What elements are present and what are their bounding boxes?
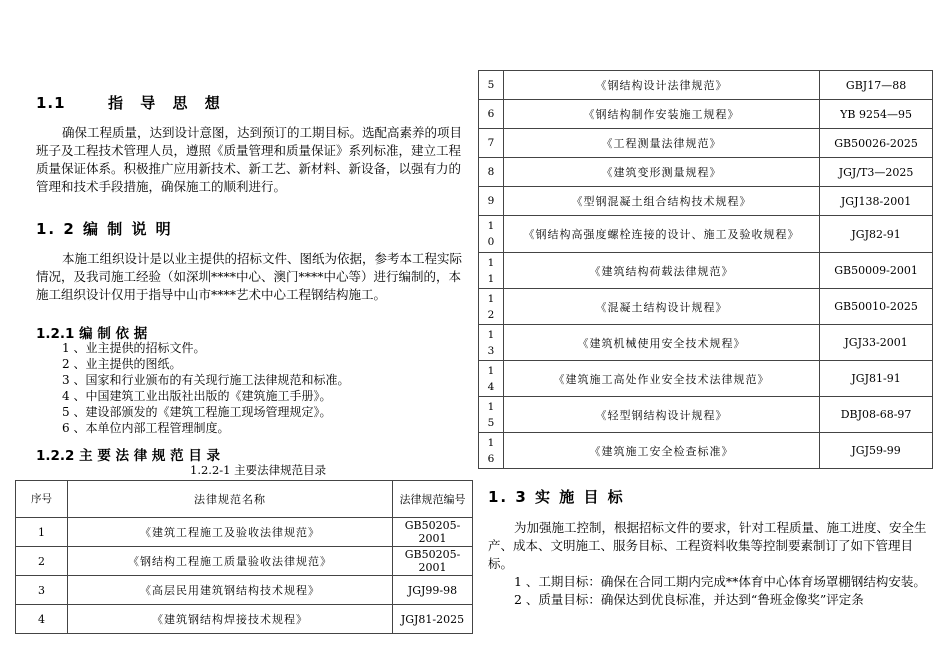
table-row: 5 《钢结构设计法律规范》 GBJ17—88	[479, 71, 933, 100]
section-1-2-paragraph: 本施工组织设计是以业主提供的招标文件、图纸为依据，参考本工程实际情况，及我司施工经验（如深圳****中心、澳门****中心等）进行编制的，本施工组织设计仅用于指导中山市****艺术中心工程钢结构施工。	[36, 251, 463, 302]
list-item: 6 、本单位内部工程管理制度。	[62, 421, 230, 435]
regulations-table-left	[15, 480, 473, 634]
list-item: 3 、国家和行业颁布的有关现行施工法律规范和标准。	[62, 373, 350, 387]
section-1-3-content	[488, 519, 928, 609]
table-row: 9 《型钢混凝土组合结构技术规程》 JGJ138-2001	[479, 187, 933, 216]
table-row: 2 《钢结构工程施工质量验收法律规范》 GB50205-2001	[16, 547, 473, 576]
table-row: 1 《建筑工程施工及验收法律规范》 GB50205-2001	[16, 518, 473, 547]
basis-list	[62, 340, 349, 436]
header-code: 法律规范编号	[393, 481, 473, 518]
list-item: 1 、业主提供的招标文件。	[62, 341, 206, 355]
table-row: 1 0 《钢结构高强度螺栓连接的设计、施工及验收规程》 JGJ82-91	[479, 216, 933, 253]
table-row: 1 6 《建筑施工安全检查标准》 JGJ59-99	[479, 433, 933, 469]
goal-item-1: 1 、工期目标：确保在合同工期内完成**体育中心体育场罩棚钢结构安装。	[514, 574, 926, 589]
table-row: 6 《钢结构制作安装施工规程》 YB 9254—95	[479, 100, 933, 129]
section-1-1-paragraph: 确保工程质量，达到设计意图，达到预订的工期目标。选配高素养的项目班子及工程技术管理人员，遵照《质量管理和质量保证》系列标准，建立工程质量保证体系。积极推广应用新技术、新工艺、新材料、新设备，以强有力的管理和技术手段措施，确保施工的顺利进行。	[36, 125, 463, 194]
section-1-3-heading: 1. 3 实 施 目 标	[488, 488, 625, 506]
list-item: 2 、业主提供的图纸。	[62, 357, 182, 371]
table-row: 1 5 《轻型钢结构设计规程》 DBJ08-68-97	[479, 397, 933, 433]
goal-item-2: 2 、质量目标：确保达到优良标准，并达到“鲁班金像奖”评定条	[514, 592, 864, 607]
table-row: 4 《建筑钢结构焊接技术规程》 JGJ81-2025	[16, 605, 473, 634]
table-row: 1 4 《建筑施工高处作业安全技术法律规范》 JGJ81-91	[479, 361, 933, 397]
table-row: 1 3 《建筑机械使用安全技术规程》 JGJ33-2001	[479, 325, 933, 361]
table-caption: 1.2.2-1 主要法律规范目录	[190, 463, 327, 477]
regulations-table-right	[478, 70, 933, 469]
section-number: 1.1	[36, 94, 66, 112]
section-1-2-2-heading: 1.2.2 主 要 法 律 规 范 目 录	[36, 448, 221, 464]
section-1-2-heading: 1. 2 编 制 说 明	[36, 220, 173, 238]
table-row: 3 《高层民用建筑钢结构技术规程》 JGJ99-98	[16, 576, 473, 605]
table-row: 7 《工程测量法律规范》 GB50026-2025	[479, 129, 933, 158]
section-1-2-1-heading: 1.2.1 编 制 依 据	[36, 326, 148, 342]
table-row: 1 2 《混凝土结构设计规程》 GB50010-2025	[479, 289, 933, 325]
table-header-row	[16, 481, 473, 518]
section-title: 指 导 思 想	[108, 94, 226, 112]
table-row: 1 1 《建筑结构荷载法律规范》 GB50009-2001	[479, 253, 933, 289]
table-row: 8 《建筑变形测量规程》 JGJ/T3—2025	[479, 158, 933, 187]
header-no: 序号	[16, 481, 68, 518]
section-1-1-heading	[36, 92, 226, 113]
section-1-3-paragraph: 为加强施工控制，根据招标文件的要求，针对工程质量、施工进度、安全生产、成本、文明施工、服务目标、工程资料收集等控制要素制订了如下管理目标。	[488, 520, 927, 571]
header-name: 法律规范名称	[67, 481, 392, 518]
list-item: 4 、中国建筑工业出版社出版的《建筑施工手册》。	[62, 389, 332, 403]
list-item: 5 、建设部颁发的《建筑工程施工现场管理规定》。	[62, 405, 332, 419]
